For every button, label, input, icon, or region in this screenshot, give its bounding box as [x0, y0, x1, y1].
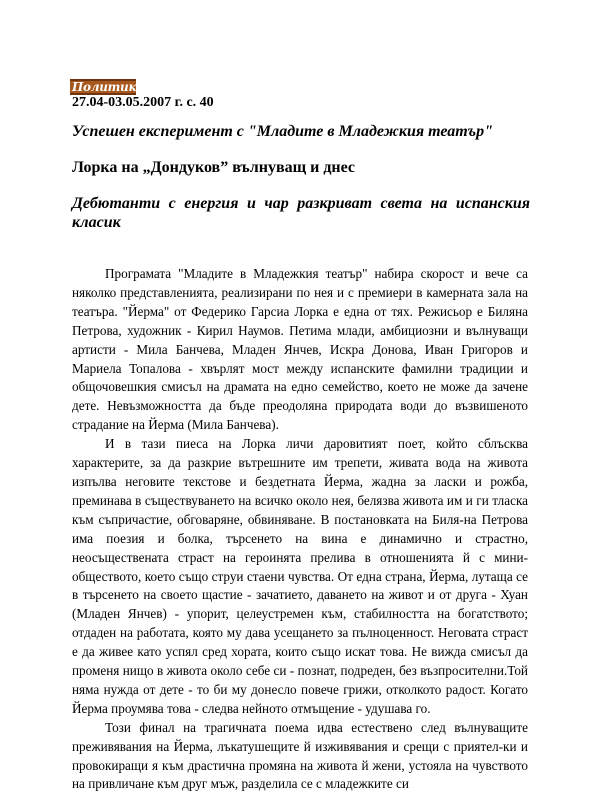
article-paragraph: И в тази пиеса на Лорка личи даровитият поет, който сблъсква характерите, за да разкрие вътрешните им трепети, живата вода на живота изпълва неговите текстове и бездетната Йерма, жадна за ласки и рожба, преминава в съществуването на всичко около нея, белязва живота им и ги тласка към съпричастие, обговаряне, обвиняване. В постановката на Биля-на Петрова има поезия и болка, търсенето на вина е динамично и страстно, неосъществената страст на героинята прелива в отношенията й с мини-обществото, което също струи стаени чувства. От една страна, Йерма, лутаща се в търсенето на своето щастие - зачатието, даването на живот и от друга - Хуан (Младен Янчев) - упорит, целеустремен към, стабилността на богатството; отдаден на работата, която му дава усещането за пълноценност. Неговата страст е да живее като успял сред хората, които също искат това. Не вижда смисъл да променя нищо в живота около себе си - познат, подреден, без възпросителни.Той няма нужда от дете - то би му донесло повече грижи, отколкото радост. Когато Йерма проумява това - следва нейното отмъщение - удушава го. — [72, 436, 528, 716]
issue-reference: 27.04-03.05.2007 г. с. 40 — [72, 95, 214, 110]
article-title: Лорка на „Дондуков” вълнуващ и днес — [72, 159, 356, 176]
newspaper-logo: Политика — [72, 80, 144, 94]
article-body — [72, 265, 528, 794]
article-subtitle: Дебютанти с енергия и чар разкриват света на испанския класик — [72, 195, 530, 231]
article-paragraph: Програмата "Младите в Младежкия театър" набира скорост и вече са няколко представленията, реализирани по нея и с премиери в камерната зала на театъра. "Йерма" от Федерико Гарсиа Лорка е една от тях. Режисьор е Биляна Петрова, художник - Кирил Наумов. Петима млади, амбициозни и вълнуващи артисти - Мила Банчева, Младен Янчев, Искра Донова, Иван Григоров и Мариела Топалова - хвърлят мост между испанските фамилни традиции и общочовешкия смисъл на драмата на едно семейство, което не може да зачене дете. Невъзможността да бъде преодоляна природата води до възвишеното страдание на Йерма (Мила Банчева). — [72, 266, 528, 433]
article-paragraph: Този финал на трагичната поема идва естествено след вълнуващите преживявания на Йерма, лъкатушещите й изживявания и срещи с приятел-ки и провокиращи я към драстична промяна на живота й жени, устояла на чувството на привличане към друг мъж, разделила се с младежките си — [72, 719, 528, 792]
article-kicker: Успешен експеримент с "Младите в Младежкия театър" — [72, 123, 493, 140]
